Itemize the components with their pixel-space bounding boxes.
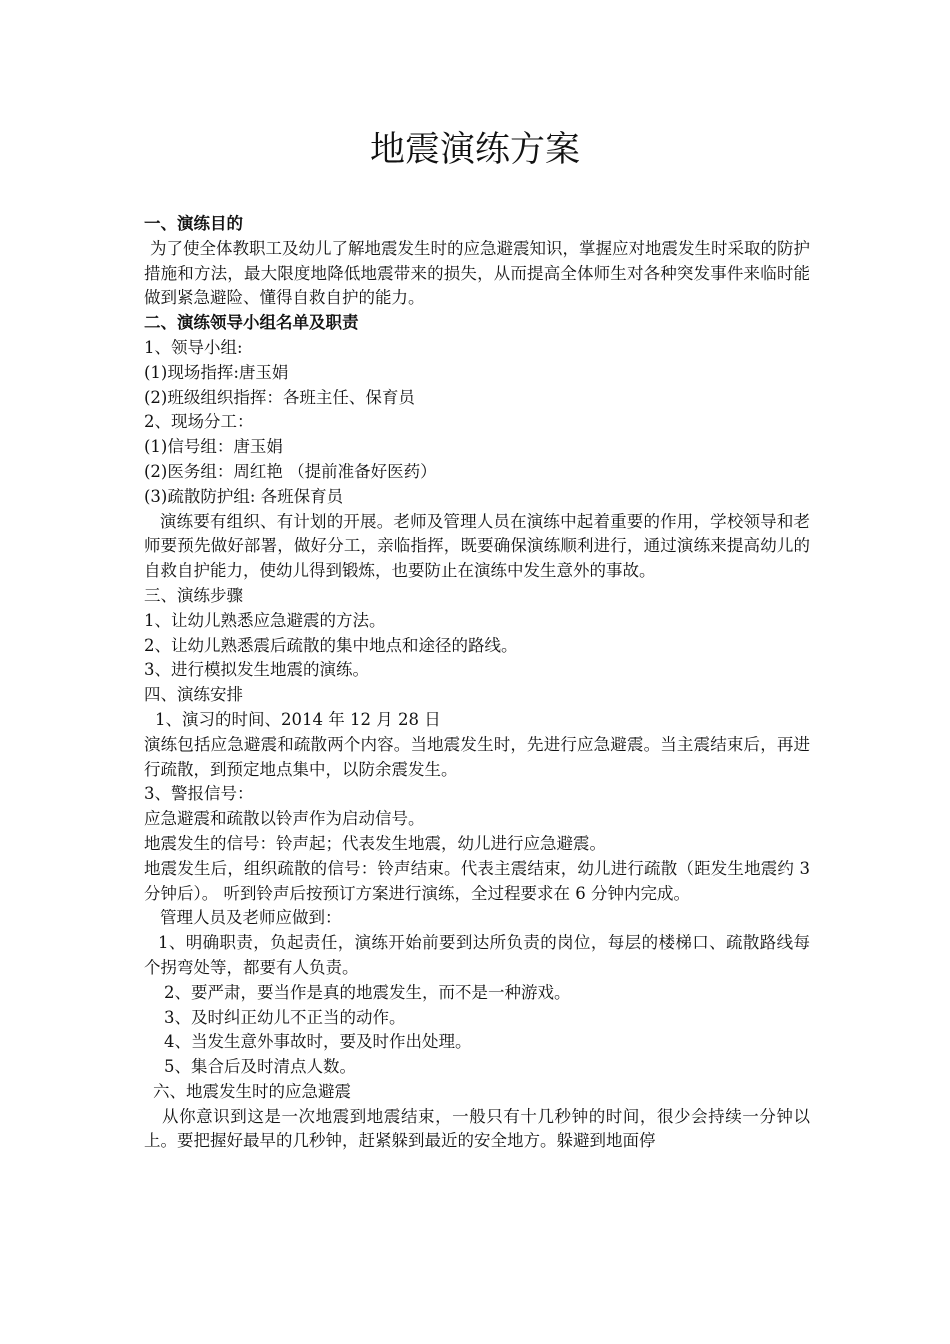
list-item: 3、及时纠正幼儿不正当的动作。 [164,1007,406,1027]
section-heading-purpose: 一、演练目的 [144,214,243,233]
list-item: 1、领导小组: [144,337,243,357]
list-item: 地震发生的信号：铃声起；代表发生地震，幼儿进行应急避震。 [144,833,606,853]
paragraph-duty-1: 1、明确职责，负起责任，演练开始前要到达所负责的岗位，每层的楼梯口、疏散路线每个拐弯处等，都要有人负责。 [144,933,810,977]
page-title: 地震演练方案 [369,130,580,170]
list-item: 2、现场分工： [144,412,254,432]
list-item: (2)班级组织指挥：各班主任、保育员 [144,387,415,407]
list-item: 4、当发生意外事故时，要及时作出处理。 [164,1032,472,1052]
list-item: (2)医务组：周红艳 （提前准备好医药） [144,461,437,481]
section-heading-leadership: 二、演练领导小组名单及职责 [144,313,359,333]
section-heading-arrangement: 四、演练安排 [144,685,243,705]
list-item: 2、要严肃，要当作是真的地震发生，而不是一种游戏。 [164,982,571,1002]
list-item: (1)信号组：唐玉娟 [144,437,283,457]
list-item: (3)疏散防护组: 各班保育员 [144,486,344,506]
list-item: 应急避震和疏散以铃声作为启动信号。 [144,809,425,829]
paragraph-evacuation-signal: 地震发生后，组织疏散的信号：铃声结束。代表主震结束，幼儿进行疏散（距发生地震约 3 分钟后）。 听到铃声后按预订方案进行演练，全过程要求在 6 分钟内完成。 [144,858,810,903]
paragraph-emergency: 从你意识到这是一次地震到地震结束，一般只有十几秒钟的时间，很少会持续一分钟以上。要把握好最早的几秒钟，赶紧躲到最近的安全地方。躲避到地面停 [144,1106,810,1151]
list-item: 3、警报信号： [144,784,254,804]
paragraph-content: 演练包括应急避震和疏散两个内容。当地震发生时，先进行应急避震。当主震结束后，再进行疏散，到预定地点集中，以防余震发生。 [144,734,810,779]
list-item: 管理人员及老师应做到： [160,908,342,928]
document-body [144,212,810,1154]
list-item: 1、演习的时间、2014 年 12 月 28 日 [155,709,441,729]
list-item: 1、让幼儿熟悉应急避震的方法。 [144,610,386,630]
list-item: 2、让幼儿熟悉震后疏散的集中地点和途径的路线。 [144,635,518,655]
section-heading-steps: 三、演练步骤 [144,585,243,605]
list-item: (1)现场指挥:唐玉娟 [144,362,289,382]
paragraph-organization: 演练要有组织、有计划的开展。老师及管理人员在演练中起着重要的作用，学校领导和老师要预先做好部署，做好分工，亲临指挥，既要确保演练顺利进行，通过演练来提高幼儿的自救自护能力，使幼儿得到锻炼，也要防止在演练中发生意外的事故。 [144,511,810,581]
paragraph-purpose: 为了使全体教职工及幼儿了解地震发生时的应急避震知识，掌握应对地震发生时采取的防护措施和方法，最大限度地降低地震带来的损失，从而提高全体师生对各种突发事件来临时能做到紧急避险、懂得自救自护的能力。 [144,238,810,308]
list-item: 5、集合后及时清点人数。 [164,1057,356,1077]
list-item: 3、进行模拟发生地震的演练。 [144,660,369,680]
section-heading-emergency: 六、地震发生时的应急避震 [153,1081,351,1101]
